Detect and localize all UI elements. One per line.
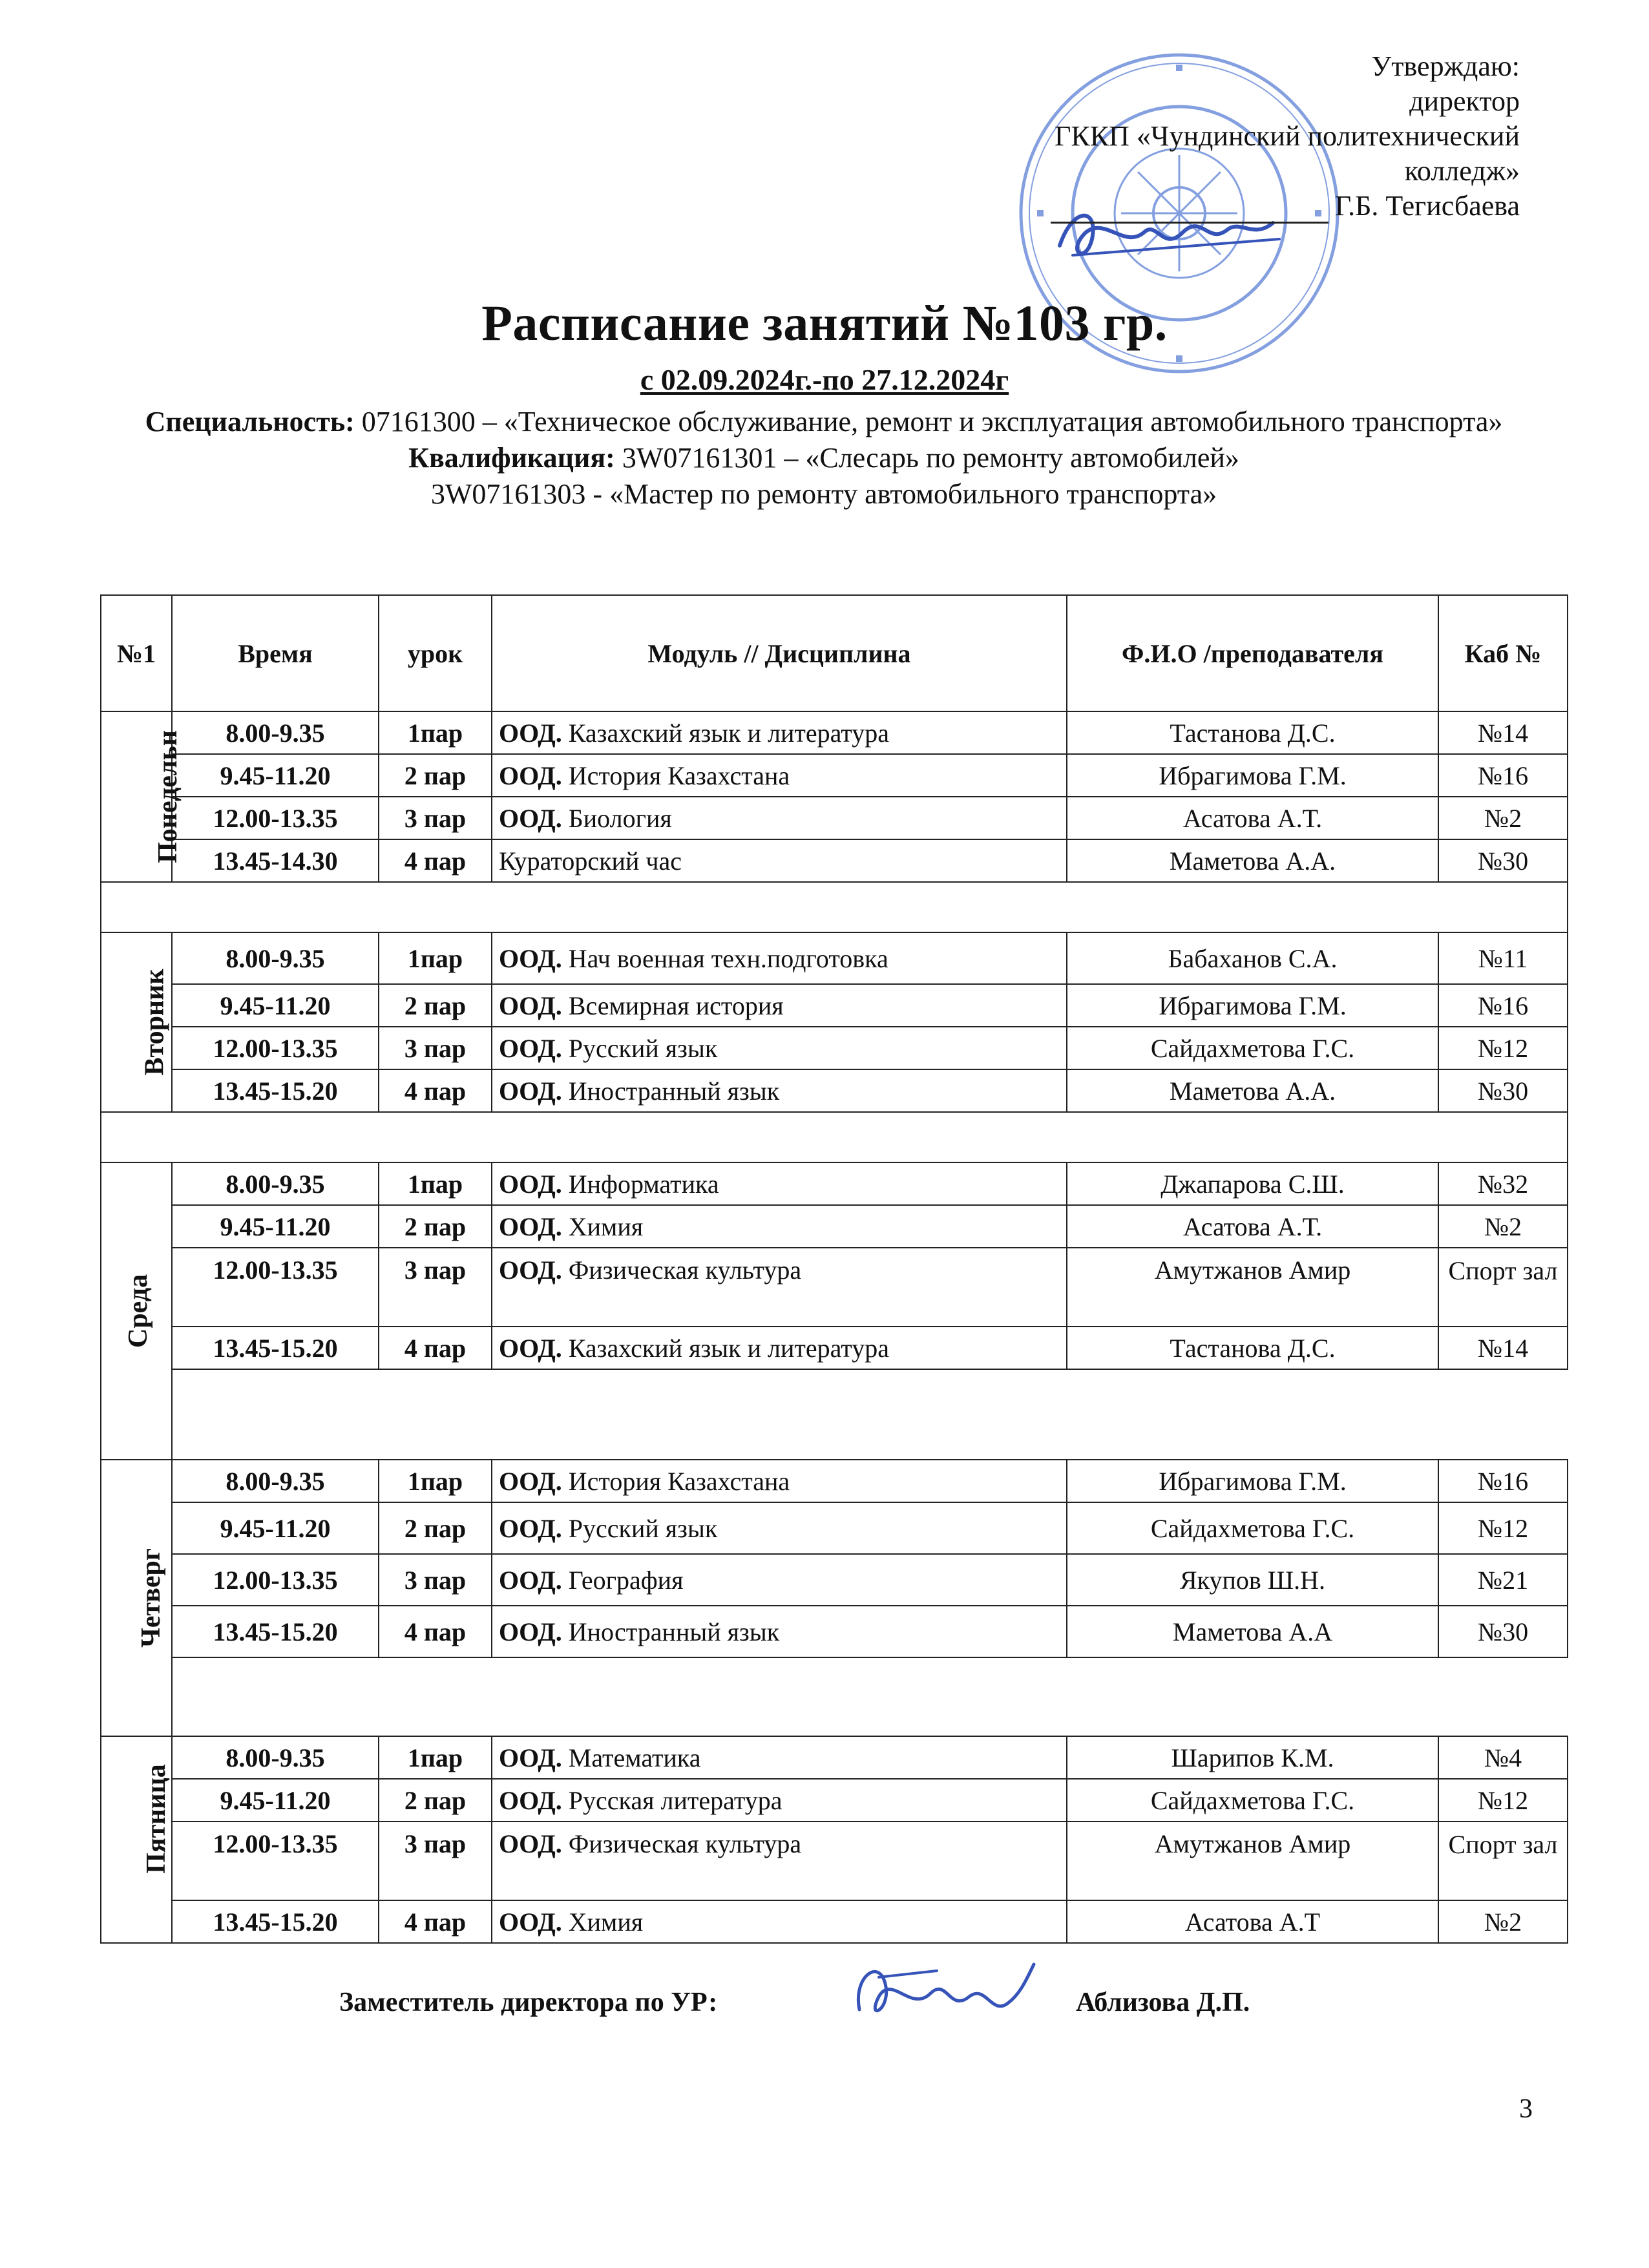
table-row [101, 1900, 1568, 1943]
discipline-cell [492, 711, 1067, 754]
discipline-cell [492, 1606, 1067, 1657]
approval-signer-name: Г.Б. Тегисбаева [1334, 190, 1520, 222]
table-row [101, 1460, 1568, 1502]
lesson-cell: 4 пар [379, 1327, 492, 1369]
lesson-cell: 2 пар [379, 1502, 492, 1554]
lesson-cell: 2 пар [379, 1779, 492, 1822]
time-cell: 12.00-13.35 [172, 1027, 379, 1069]
day-separator-row [101, 1112, 1568, 1162]
deputy-director-name: Аблизова Д.П. [1076, 1988, 1250, 2017]
discipline-name: Химия [562, 1907, 644, 1937]
teacher-cell: Амутжанов Амир [1067, 1822, 1438, 1900]
time-cell: 9.45-11.20 [172, 754, 379, 797]
room-cell: №14 [1438, 711, 1568, 754]
module-prefix: ООД. [499, 803, 562, 833]
discipline-name: Русский язык [562, 1513, 718, 1543]
teacher-cell: Асатова А.Т. [1067, 797, 1438, 839]
discipline-cell [492, 1248, 1067, 1327]
module-prefix: ООД. [499, 1907, 562, 1937]
time-cell: 13.45-14.30 [172, 839, 379, 882]
discipline-name: Русская литература [562, 1785, 782, 1815]
qualification-label: Квалификация: [408, 442, 615, 474]
discipline-cell [492, 797, 1067, 839]
module-prefix: ООД. [499, 1466, 562, 1496]
time-cell: 12.00-13.35 [172, 797, 379, 839]
approval-heading: Утверждаю: [1371, 50, 1520, 82]
module-prefix: ООД. [499, 1565, 562, 1595]
time-cell: 8.00-9.35 [172, 1162, 379, 1205]
deputy-director-label: Заместитель директора по УР: [339, 1988, 718, 2017]
room-cell: №16 [1438, 1460, 1568, 1502]
lesson-cell: 3 пар [379, 1554, 492, 1606]
teacher-cell: Ибрагимова Г.М. [1067, 754, 1438, 797]
time-cell: 8.00-9.35 [172, 711, 379, 754]
time-cell: 13.45-15.20 [172, 1606, 379, 1657]
header-lesson: урок [379, 595, 492, 711]
lesson-cell: 1пар [379, 932, 492, 984]
module-prefix: ООД. [499, 1829, 562, 1858]
discipline-cell [492, 1162, 1067, 1205]
teacher-cell: Маметова А.А [1067, 1606, 1438, 1657]
lesson-cell: 1пар [379, 711, 492, 754]
discipline-name: Нач военная техн.подготовка [562, 943, 888, 973]
day-separator-row [101, 1657, 1568, 1736]
discipline-cell [492, 1502, 1067, 1554]
time-cell: 9.45-11.20 [172, 1502, 379, 1554]
approval-block [874, 49, 1520, 224]
lesson-cell: 3 пар [379, 797, 492, 839]
table-row [101, 1736, 1568, 1779]
discipline-name: Иностранный язык [562, 1617, 780, 1646]
lesson-cell: 4 пар [379, 1069, 492, 1112]
teacher-cell: Якупов Ш.Н. [1067, 1554, 1438, 1606]
separator-cell [101, 1112, 1568, 1162]
table-row [101, 1248, 1568, 1327]
room-cell: №12 [1438, 1502, 1568, 1554]
discipline-cell [492, 1327, 1067, 1369]
discipline-cell [492, 839, 1067, 882]
discipline-cell [492, 1205, 1067, 1248]
table-row [101, 1606, 1568, 1657]
teacher-cell: Асатова А.Т [1067, 1900, 1438, 1943]
day-label: Понедельн [152, 730, 183, 863]
time-cell: 9.45-11.20 [172, 1205, 379, 1248]
discipline-cell [492, 1069, 1067, 1112]
room-cell: №16 [1438, 754, 1568, 797]
time-cell: 12.00-13.35 [172, 1248, 379, 1327]
discipline-name: Русский язык [562, 1033, 718, 1063]
discipline-name: Казахский язык и литература [562, 718, 890, 748]
teacher-cell: Сайдахметова Г.С. [1067, 1502, 1438, 1554]
teacher-cell: Сайдахметова Г.С. [1067, 1779, 1438, 1822]
table-row [101, 932, 1568, 984]
header-discipline: Модуль // Дисциплина [492, 595, 1067, 711]
time-cell: 8.00-9.35 [172, 1460, 379, 1502]
discipline-name: Всемирная история [562, 991, 784, 1020]
discipline-cell [492, 1554, 1067, 1606]
room-cell: №11 [1438, 932, 1568, 984]
room-cell: №2 [1438, 1205, 1568, 1248]
room-cell: №2 [1438, 1900, 1568, 1943]
table-row [101, 1027, 1568, 1069]
day-label: Пятница [141, 1763, 171, 1874]
header-number: №1 [101, 595, 172, 711]
day-label: Четверг [136, 1548, 166, 1648]
schedule-period [0, 362, 1649, 398]
time-cell: 9.45-11.20 [172, 984, 379, 1027]
module-prefix: ООД. [499, 1169, 562, 1199]
table-row [101, 1327, 1568, 1369]
specialty-block [129, 404, 1518, 512]
module-prefix: ООД. [499, 1212, 562, 1241]
discipline-name: Математика [562, 1743, 701, 1772]
lesson-cell: 1пар [379, 1162, 492, 1205]
lesson-cell: 3 пар [379, 1248, 492, 1327]
schedule-table [100, 594, 1568, 1944]
qualification-line [129, 440, 1518, 476]
room-cell: №4 [1438, 1736, 1568, 1779]
table-row [101, 711, 1568, 754]
time-cell: 8.00-9.35 [172, 1736, 379, 1779]
module-prefix: ООД. [499, 1785, 562, 1815]
room-cell: №14 [1438, 1327, 1568, 1369]
teacher-cell: Тастанова Д.С. [1067, 711, 1438, 754]
discipline-name: Физическая культура [562, 1255, 802, 1285]
specialty-value: 07161300 – «Техническое обслуживание, ремонт и эксплуатация автомобильного транспорта» [361, 406, 1503, 437]
discipline-name: География [562, 1565, 684, 1595]
lesson-cell: 4 пар [379, 1900, 492, 1943]
schedule-period-text: с 02.09.2024г.-по 27.12.2024г [640, 363, 1009, 396]
separator-cell [172, 1657, 1568, 1736]
qualification-value-1: 3W07161301 – «Слесарь по ремонту автомобилей» [622, 442, 1239, 474]
time-cell: 8.00-9.35 [172, 932, 379, 984]
discipline-name: Информатика [562, 1169, 719, 1199]
document-title: Расписание занятий №103 гр. [481, 295, 1168, 351]
lesson-cell: 4 пар [379, 1606, 492, 1657]
module-prefix: ООД. [499, 761, 562, 790]
day-cell-wednesday [101, 1162, 172, 1460]
discipline-name: Физическая культура [562, 1829, 802, 1858]
time-cell: 13.45-15.20 [172, 1327, 379, 1369]
lesson-cell: 2 пар [379, 754, 492, 797]
day-separator-row [101, 1369, 1568, 1460]
day-cell-thursday [101, 1460, 172, 1736]
day-cell-tuesday [101, 932, 172, 1112]
time-cell: 13.45-15.20 [172, 1069, 379, 1112]
discipline-cell [492, 1460, 1067, 1502]
discipline-cell [492, 1822, 1067, 1900]
lesson-cell: 1пар [379, 1736, 492, 1779]
discipline-name: Кураторский час [499, 846, 682, 876]
header-time: Время [172, 595, 379, 711]
approval-organization-cont: колледж» [1404, 155, 1520, 187]
table-row [101, 1779, 1568, 1822]
specialty-label: Специальность: [145, 406, 355, 437]
teacher-cell: Джапарова С.Ш. [1067, 1162, 1438, 1205]
module-prefix: ООД. [499, 718, 562, 748]
teacher-cell: Асатова А.Т. [1067, 1205, 1438, 1248]
time-cell: 13.45-15.20 [172, 1900, 379, 1943]
qualification-value-2: 3W07161303 - «Мастер по ремонту автомобильного транспорта» [430, 478, 1217, 510]
lesson-cell: 4 пар [379, 839, 492, 882]
discipline-name: Казахский язык и литература [562, 1333, 890, 1363]
discipline-cell [492, 754, 1067, 797]
lesson-cell: 3 пар [379, 1822, 492, 1900]
teacher-cell: Бабаханов С.А. [1067, 932, 1438, 984]
room-cell: №30 [1438, 1069, 1568, 1112]
table-row [101, 1554, 1568, 1606]
teacher-cell: Шарипов К.М. [1067, 1736, 1438, 1779]
discipline-name: Химия [562, 1212, 644, 1241]
discipline-name: Биология [562, 803, 672, 833]
room-cell: №2 [1438, 797, 1568, 839]
header-teacher: Ф.И.О /преподавателя [1067, 595, 1438, 711]
room-cell: №12 [1438, 1779, 1568, 1822]
separator-cell [101, 882, 1568, 932]
lesson-cell: 1пар [379, 1460, 492, 1502]
page-number: 3 [1519, 2094, 1533, 2124]
room-cell: №30 [1438, 1606, 1568, 1657]
table-row [101, 754, 1568, 797]
table-header-row [101, 595, 1568, 711]
room-cell: №21 [1438, 1554, 1568, 1606]
teacher-cell: Амутжанов Амир [1067, 1248, 1438, 1327]
teacher-cell: Ибрагимова Г.М. [1067, 1460, 1438, 1502]
discipline-cell [492, 932, 1067, 984]
lesson-cell: 2 пар [379, 1205, 492, 1248]
module-prefix: ООД. [499, 1617, 562, 1646]
module-prefix: ООД. [499, 1513, 562, 1543]
room-cell: Спорт зал [1438, 1822, 1568, 1900]
empty-day-cell [101, 1900, 172, 1943]
approval-position: директор [1409, 85, 1520, 117]
table-row [101, 1162, 1568, 1205]
room-cell: №16 [1438, 984, 1568, 1027]
teacher-cell: Тастанова Д.С. [1067, 1327, 1438, 1369]
approval-signature-row [874, 189, 1520, 224]
separator-cell [172, 1369, 1568, 1460]
qualification-line-2 [129, 476, 1518, 512]
table-row [101, 839, 1568, 882]
specialty-line [129, 404, 1518, 440]
discipline-cell [492, 1027, 1067, 1069]
module-prefix: ООД. [499, 943, 562, 973]
lesson-cell: 3 пар [379, 1027, 492, 1069]
discipline-name: Иностранный язык [562, 1076, 780, 1106]
room-cell: №30 [1438, 839, 1568, 882]
discipline-cell [492, 1900, 1067, 1943]
deputy-signature [840, 1951, 1047, 2042]
day-cell-friday [101, 1736, 172, 1900]
header-room: Каб № [1438, 595, 1568, 711]
teacher-cell: Ибрагимова Г.М. [1067, 984, 1438, 1027]
table-row [101, 1069, 1568, 1112]
discipline-name: История Казахстана [562, 1466, 790, 1496]
discipline-cell [492, 984, 1067, 1027]
teacher-cell: Маметова А.А. [1067, 839, 1438, 882]
time-cell: 9.45-11.20 [172, 1779, 379, 1822]
time-cell: 12.00-13.35 [172, 1554, 379, 1606]
signature-line [1051, 196, 1329, 224]
approval-organization: ГККП «Чундинский политехнический [1054, 120, 1520, 152]
table-row [101, 1822, 1568, 1900]
table-row [101, 797, 1568, 839]
discipline-cell [492, 1779, 1067, 1822]
table-row [101, 984, 1568, 1027]
day-cell-monday [101, 711, 183, 882]
module-prefix: ООД. [499, 1033, 562, 1063]
day-label: Вторник [140, 969, 170, 1076]
module-prefix: ООД. [499, 991, 562, 1020]
discipline-cell [492, 1736, 1067, 1779]
time-cell: 12.00-13.35 [172, 1822, 379, 1900]
module-prefix: ООД. [499, 1076, 562, 1106]
room-cell: №32 [1438, 1162, 1568, 1205]
module-prefix: ООД. [499, 1255, 562, 1285]
day-label: Среда [123, 1274, 154, 1349]
day-separator-row [101, 882, 1568, 932]
table-row [101, 1205, 1568, 1248]
module-prefix: ООД. [499, 1333, 562, 1363]
table-row [101, 1502, 1568, 1554]
lesson-cell: 2 пар [379, 984, 492, 1027]
room-cell: №12 [1438, 1027, 1568, 1069]
teacher-cell: Маметова А.А. [1067, 1069, 1438, 1112]
teacher-cell: Сайдахметова Г.С. [1067, 1027, 1438, 1069]
discipline-name: История Казахстана [562, 761, 790, 790]
room-cell: Спорт зал [1438, 1248, 1568, 1327]
module-prefix: ООД. [499, 1743, 562, 1772]
